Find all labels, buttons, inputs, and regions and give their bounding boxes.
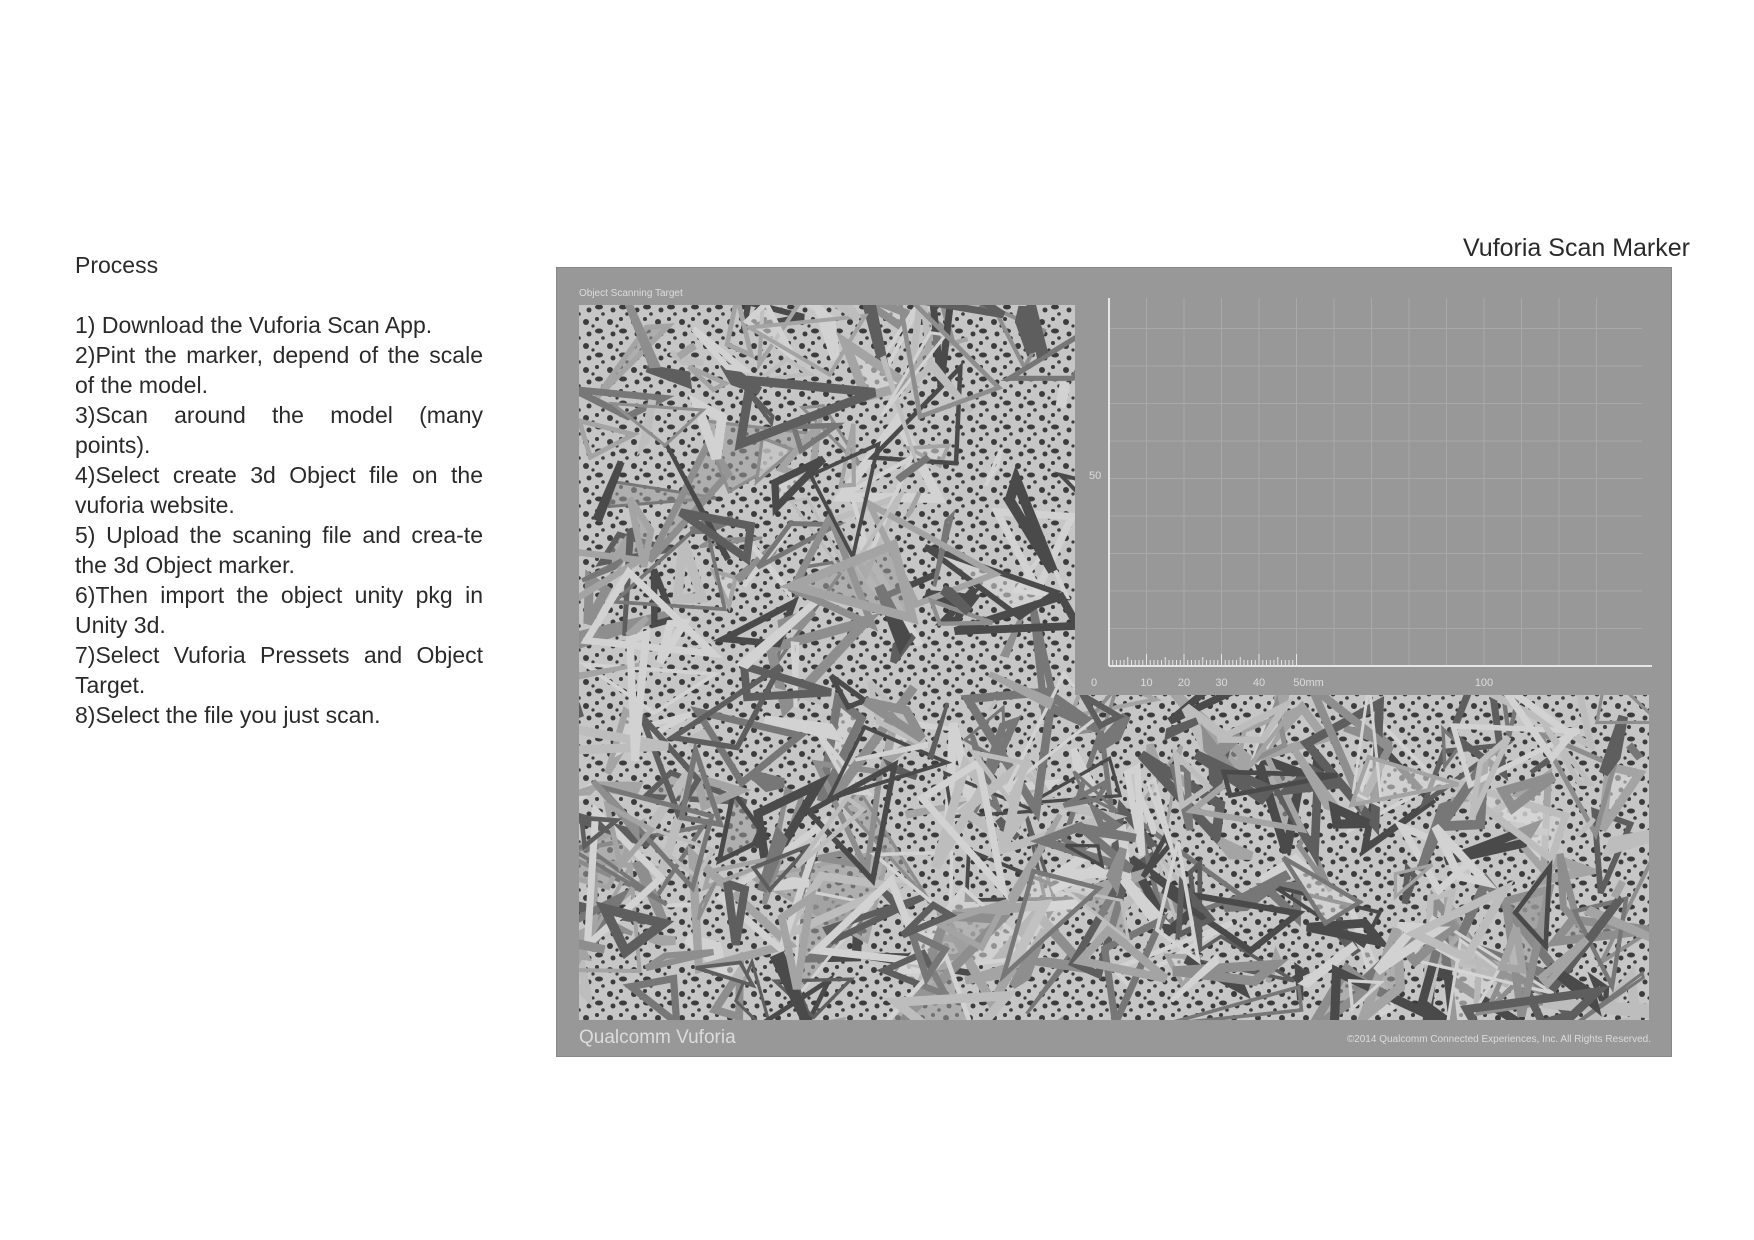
x-axis-label-40: 40 bbox=[1252, 677, 1266, 689]
triangle-shape bbox=[1021, 1022, 1059, 1049]
target-label: Object Scanning Target bbox=[579, 288, 683, 299]
triangle-shape bbox=[807, 268, 889, 277]
copyright-label: ©2014 Qualcomm Connected Experiences, Inc. All Rights Reserved. bbox=[1346, 1034, 1651, 1045]
triangle-shape bbox=[739, 1022, 839, 1056]
process-step-6: 6)Then import the object unity pkg in Unity 3d. bbox=[75, 582, 483, 638]
triangle-shape bbox=[900, 295, 905, 297]
process-step-1: 1) Download the Vuforia Scan App. bbox=[75, 312, 433, 338]
measurement-grid bbox=[1109, 298, 1652, 666]
process-heading: Process bbox=[75, 252, 159, 278]
triangle-shape bbox=[568, 932, 575, 944]
triangle-shape bbox=[650, 938, 675, 942]
x-axis-label-50mm: 50mm bbox=[1293, 677, 1324, 689]
marker-title: Vuforia Scan Marker bbox=[1463, 234, 1690, 262]
scan-marker-svg bbox=[557, 268, 1671, 1056]
scan-marker-image bbox=[556, 267, 1672, 1057]
triangle-shape bbox=[666, 904, 691, 905]
x-axis-label-20: 20 bbox=[1177, 677, 1191, 689]
x-axis-label-100: 100 bbox=[1474, 677, 1494, 689]
triangle-shape bbox=[928, 1021, 1043, 1047]
process-step-4: 4)Select create 3d Object file on the vuforia website. bbox=[75, 462, 483, 518]
process-column bbox=[75, 250, 483, 730]
triangle-shape bbox=[570, 441, 580, 466]
triangle-shape bbox=[755, 776, 784, 787]
triangle-shape bbox=[576, 704, 580, 718]
process-step-7: 7)Select Vuforia Pressets and Object Target. bbox=[75, 642, 483, 698]
process-step-5: 5) Upload the scaning file and crea-te the 3d Object marker. bbox=[75, 522, 483, 578]
triangle-shape bbox=[813, 268, 892, 285]
x-axis-label-0: 0 bbox=[1090, 677, 1098, 689]
y-axis-label: 50 bbox=[1089, 470, 1102, 482]
triangle-shape bbox=[1060, 383, 1065, 407]
x-axis-label-10: 10 bbox=[1140, 677, 1153, 689]
x-axis-label-30: 30 bbox=[1215, 677, 1228, 689]
process-step-3: 3)Scan around the model (many points). bbox=[75, 402, 483, 458]
process-step-2: 2)Pint the marker, depend of the scale of the model. bbox=[75, 342, 483, 398]
process-step-8: 8)Select the file you just scan. bbox=[75, 702, 381, 728]
triangle-shape bbox=[787, 291, 814, 306]
brand-label: Qualcomm Vuforia bbox=[579, 1027, 736, 1048]
